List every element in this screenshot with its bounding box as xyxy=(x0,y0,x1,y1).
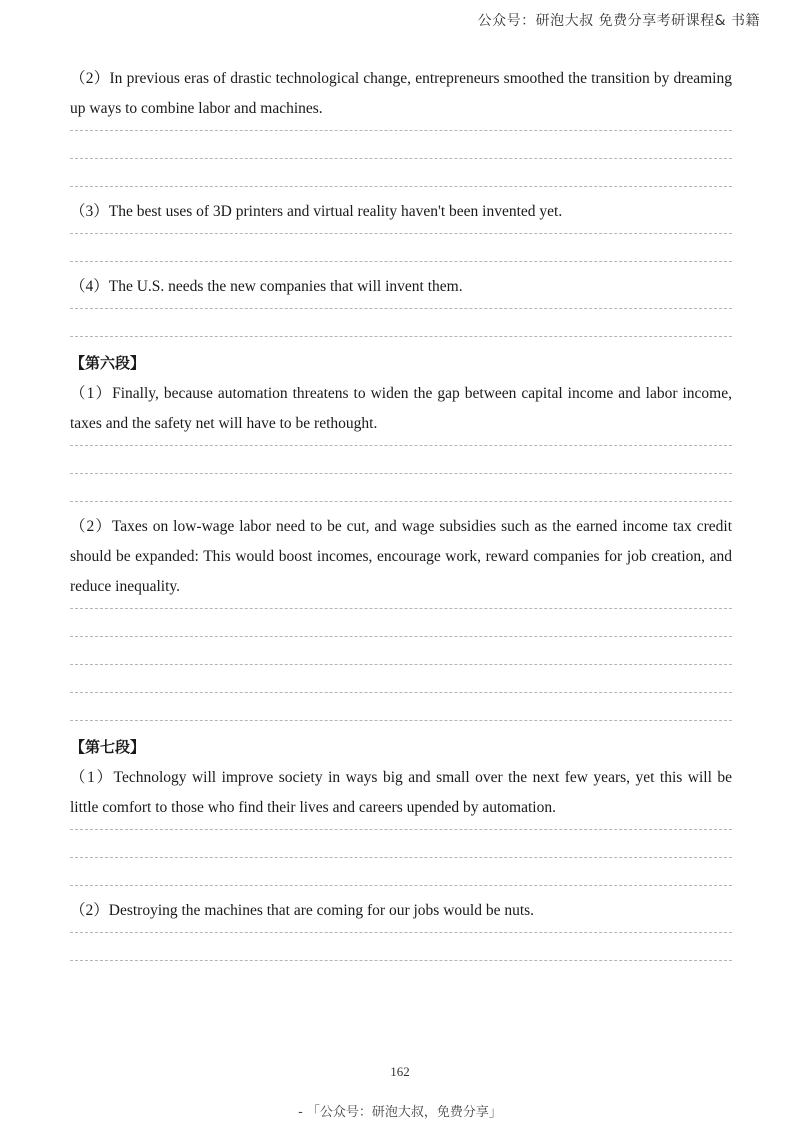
sentence-block xyxy=(70,64,732,187)
answer-line[interactable] xyxy=(70,473,732,474)
answer-line[interactable] xyxy=(70,186,732,187)
sentence-block xyxy=(70,197,732,262)
sentence-text: （3）The best uses of 3D printers and virtual reality haven't been invented yet. xyxy=(70,203,563,220)
answer-line[interactable] xyxy=(70,233,732,234)
answer-lines xyxy=(70,829,732,886)
answer-lines xyxy=(70,130,732,187)
answer-line[interactable] xyxy=(70,336,732,337)
page-footer: - 「公众号：研泡大叔，免费分享」 xyxy=(298,1105,502,1120)
answer-line[interactable] xyxy=(70,664,732,665)
answer-lines xyxy=(70,308,732,337)
answer-line[interactable] xyxy=(70,829,732,830)
sentence-text: （2）Taxes on low-wage labor need to be cut, and wage subsidies such as the earned income tax credit should be expanded: This would boost incomes, encourage work, reward companies for job creation, and reduce inequality. xyxy=(70,518,732,595)
answer-line[interactable] xyxy=(70,692,732,693)
answer-line[interactable] xyxy=(70,885,732,886)
sentence-text: （4）The U.S. needs the new companies that will invent them. xyxy=(70,278,463,295)
sentence-text: （1）Technology will improve society in ways big and small over the next few years, yet this will be little comfort to those who find their lives and careers upended by automation. xyxy=(70,769,732,816)
section-heading: 【第七段】 xyxy=(70,738,146,756)
section-heading: 【第六段】 xyxy=(70,354,146,372)
sentence-text: （2）In previous eras of drastic technological change, entrepreneurs smoothed the transition by dreaming up ways to combine labor and machines. xyxy=(70,70,732,117)
sentence-block xyxy=(70,512,732,721)
answer-line[interactable] xyxy=(70,445,732,446)
page-content xyxy=(70,64,732,971)
sentence-block xyxy=(70,379,732,502)
page-number: 162 xyxy=(390,1064,410,1079)
answer-line[interactable] xyxy=(70,261,732,262)
answer-line[interactable] xyxy=(70,636,732,637)
answer-line[interactable] xyxy=(70,308,732,309)
answer-lines xyxy=(70,445,732,502)
sentence-text: （2）Destroying the machines that are coming for our jobs would be nuts. xyxy=(70,902,535,919)
answer-lines xyxy=(70,608,732,721)
answer-lines xyxy=(70,233,732,262)
sentence-block xyxy=(70,763,732,886)
page-header: 公众号：研泡大叔 免费分享考研课程& 书籍 xyxy=(477,13,760,29)
answer-line[interactable] xyxy=(70,960,732,961)
answer-line[interactable] xyxy=(70,720,732,721)
answer-line[interactable] xyxy=(70,932,732,933)
answer-lines xyxy=(70,932,732,961)
answer-line[interactable] xyxy=(70,501,732,502)
sentence-text: （1）Finally, because automation threatens to widen the gap between capital income and labor income, taxes and the safety net will have to be rethought. xyxy=(70,385,732,432)
answer-line[interactable] xyxy=(70,857,732,858)
sentence-block xyxy=(70,272,732,337)
answer-line[interactable] xyxy=(70,130,732,131)
answer-line[interactable] xyxy=(70,158,732,159)
sentence-block xyxy=(70,896,732,961)
answer-line[interactable] xyxy=(70,608,732,609)
